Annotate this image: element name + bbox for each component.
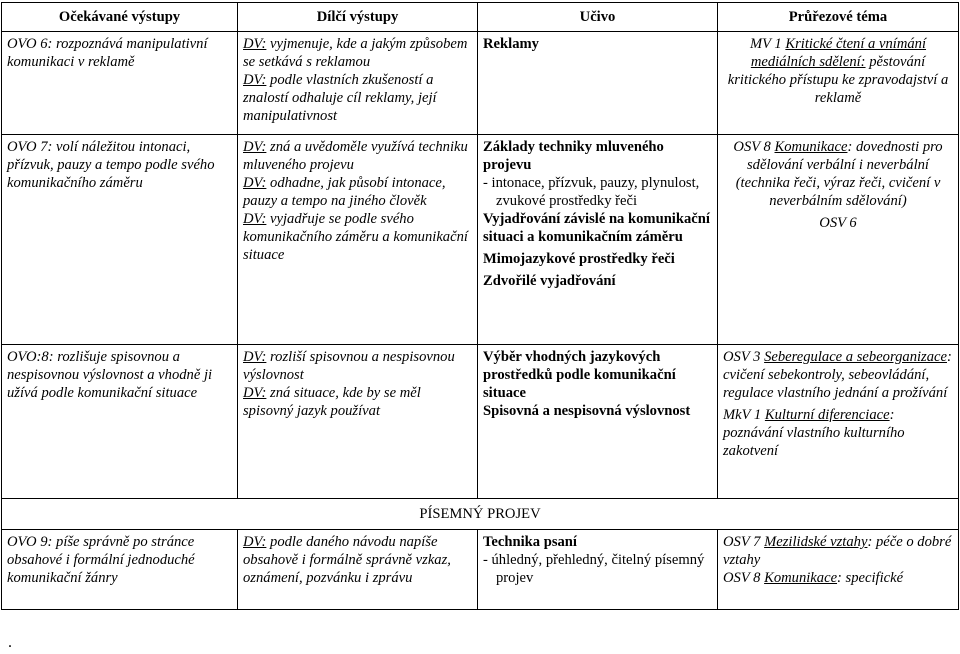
ovo-text: rozlišuje spisovnou a nespisovnou výslovnost a vhodně ji užívá podle komunikační situace xyxy=(7,349,213,401)
ovo-text: píše správně po stránce obsahové i formální jednoduché komunikační žánry xyxy=(7,534,195,586)
header-expected-outcomes: Očekávané výstupy xyxy=(2,3,238,32)
ucivo-extra: Spisovná a nespisovná výslovnost xyxy=(483,403,691,419)
pt-code: MV 1 xyxy=(749,36,782,52)
header-cross-curricular: Průřezové téma xyxy=(718,3,959,32)
pt-text-2: : poznávání vlastního kulturního zakotvení xyxy=(723,407,905,459)
header-subject-matter: Učivo xyxy=(478,3,718,32)
ucivo-title: Reklamy xyxy=(483,36,539,52)
pt-cell xyxy=(718,135,959,345)
pt-link: Kritické čtení a vnímání mediálních sdělení: xyxy=(750,36,927,70)
dv-text: vyjmenuje, kde a jakým způsobem se setkává s reklamou xyxy=(243,36,468,70)
pt-cell xyxy=(718,345,959,499)
ovo-code: OVO:8: xyxy=(7,349,54,365)
dv-text: odhadne, jak působí intonace, pauzy a tempo na jiného člověk xyxy=(243,175,446,209)
dv-text: podle daného návodu napíše obsahově i formálně správně vzkaz, oznámení, pozvánku i zprávu xyxy=(243,534,451,586)
ovo-code: OVO 9: xyxy=(7,534,53,550)
ovo-cell xyxy=(2,530,238,610)
dv-item xyxy=(243,71,472,125)
ovo-text: rozpoznává manipulativní komunikaci v reklamě xyxy=(7,36,208,70)
pt-text-2: : specifické xyxy=(837,570,904,586)
ucivo-cell xyxy=(478,345,718,499)
dv-code: DV: xyxy=(243,175,267,191)
ovo-cell xyxy=(2,32,238,135)
ucivo-extra: Vyjadřování závislé na komunikační situaci a komunikačním záměru xyxy=(483,211,710,245)
pt-link-2: Kulturní diferenciace xyxy=(764,407,890,423)
pt-text: : péče o dobré vztahy xyxy=(723,534,952,568)
table-row xyxy=(2,530,959,610)
curriculum-table xyxy=(1,2,959,610)
dv-text: podle vlastních zkušeností a znalostí odhaluje cíl reklamy, její manipulativnost xyxy=(243,72,437,124)
ucivo-extra: Zdvořilé vyjadřování xyxy=(483,273,616,289)
ucivo-extra: Mimojazykové prostředky řeči xyxy=(483,251,675,267)
pt-code: OSV 8 xyxy=(733,139,771,155)
dv-item xyxy=(243,138,472,174)
pt-code-2: OSV 8 xyxy=(723,570,761,586)
dv-item xyxy=(243,348,472,384)
section-row xyxy=(2,499,959,530)
ovo-text: volí náležitou intonaci, přízvuk, pauzy a tempo podle svého komunikačního záměru xyxy=(7,139,215,191)
pt-link-2: Komunikace xyxy=(764,570,838,586)
ucivo-item: - intonace, přízvuk, pauzy, plynulost, zvukové prostředky řeči xyxy=(483,175,700,209)
pt-text: : dovednosti pro sdělování verbální i neverbální (technika řeči, výraz řeči, cvičení v neverbálním sdělování) xyxy=(735,139,943,209)
dv-code: DV: xyxy=(243,211,267,227)
dv-cell xyxy=(238,135,478,345)
pt-link: Seberegulace a sebeorganizace xyxy=(764,349,947,365)
ovo-cell xyxy=(2,345,238,499)
dv-cell xyxy=(238,32,478,135)
dv-code: DV: xyxy=(243,349,267,365)
pt-link: Komunikace xyxy=(774,139,848,155)
dv-code: DV: xyxy=(243,36,267,52)
pt-text: : cvičení sebekontroly, sebeovládání, regulace vlastního jednání a prožívání xyxy=(723,349,952,401)
ovo-cell xyxy=(2,135,238,345)
pt-cell xyxy=(718,32,959,135)
dv-item xyxy=(243,210,472,264)
dv-item xyxy=(243,35,472,71)
pt-link: Mezilidské vztahy xyxy=(764,534,868,550)
dv-code: DV: xyxy=(243,72,267,88)
dv-cell xyxy=(238,345,478,499)
dv-text: vyjadřuje se podle svého komunikačního záměru a komunikační situace xyxy=(243,211,468,263)
dv-item xyxy=(243,533,472,587)
dv-text: zná a uvědoměle využívá techniku mluveného projevu xyxy=(243,139,468,173)
table-row xyxy=(2,32,959,135)
dv-text: zná situace, kde by se měl spisovný jazyk používat xyxy=(243,385,421,419)
pt-code: OSV 3 xyxy=(723,349,761,365)
dv-text: rozliší spisovnou a nespisovnou výslovnost xyxy=(243,349,455,383)
pt-text: pěstování kritického přístupu ke zpravodajství a reklamě xyxy=(727,54,949,106)
ucivo-title: Základy techniky mluveného projevu xyxy=(483,139,664,173)
table-row xyxy=(2,345,959,499)
header-partial-outcomes: Dílčí výstupy xyxy=(238,3,478,32)
ovo-code: OVO 7: xyxy=(7,139,53,155)
section-title: PÍSEMNÝ PROJEV xyxy=(2,499,959,530)
dv-code: DV: xyxy=(243,139,267,155)
dv-item xyxy=(243,174,472,210)
table-row xyxy=(2,135,959,345)
pt-code: OSV 7 xyxy=(723,534,761,550)
trailing-dot: . xyxy=(8,634,12,651)
dv-code: DV: xyxy=(243,385,267,401)
ovo-code: OVO 6: xyxy=(7,36,53,52)
pt-cell xyxy=(718,530,959,610)
dv-cell xyxy=(238,530,478,610)
dv-item xyxy=(243,384,472,420)
ucivo-item: - úhledný, přehledný, čitelný písemný projev xyxy=(483,552,705,586)
ucivo-cell xyxy=(478,530,718,610)
ucivo-title: Technika psaní xyxy=(483,534,577,550)
ucivo-cell xyxy=(478,135,718,345)
pt-code-2: MkV 1 xyxy=(723,407,762,423)
dv-code: DV: xyxy=(243,534,267,550)
ucivo-cell xyxy=(478,32,718,135)
pt-code-2: OSV 6 xyxy=(819,215,857,231)
ucivo-title: Výběr vhodných jazykových prostředků podle komunikační situace xyxy=(483,349,676,401)
header-row xyxy=(2,3,959,32)
